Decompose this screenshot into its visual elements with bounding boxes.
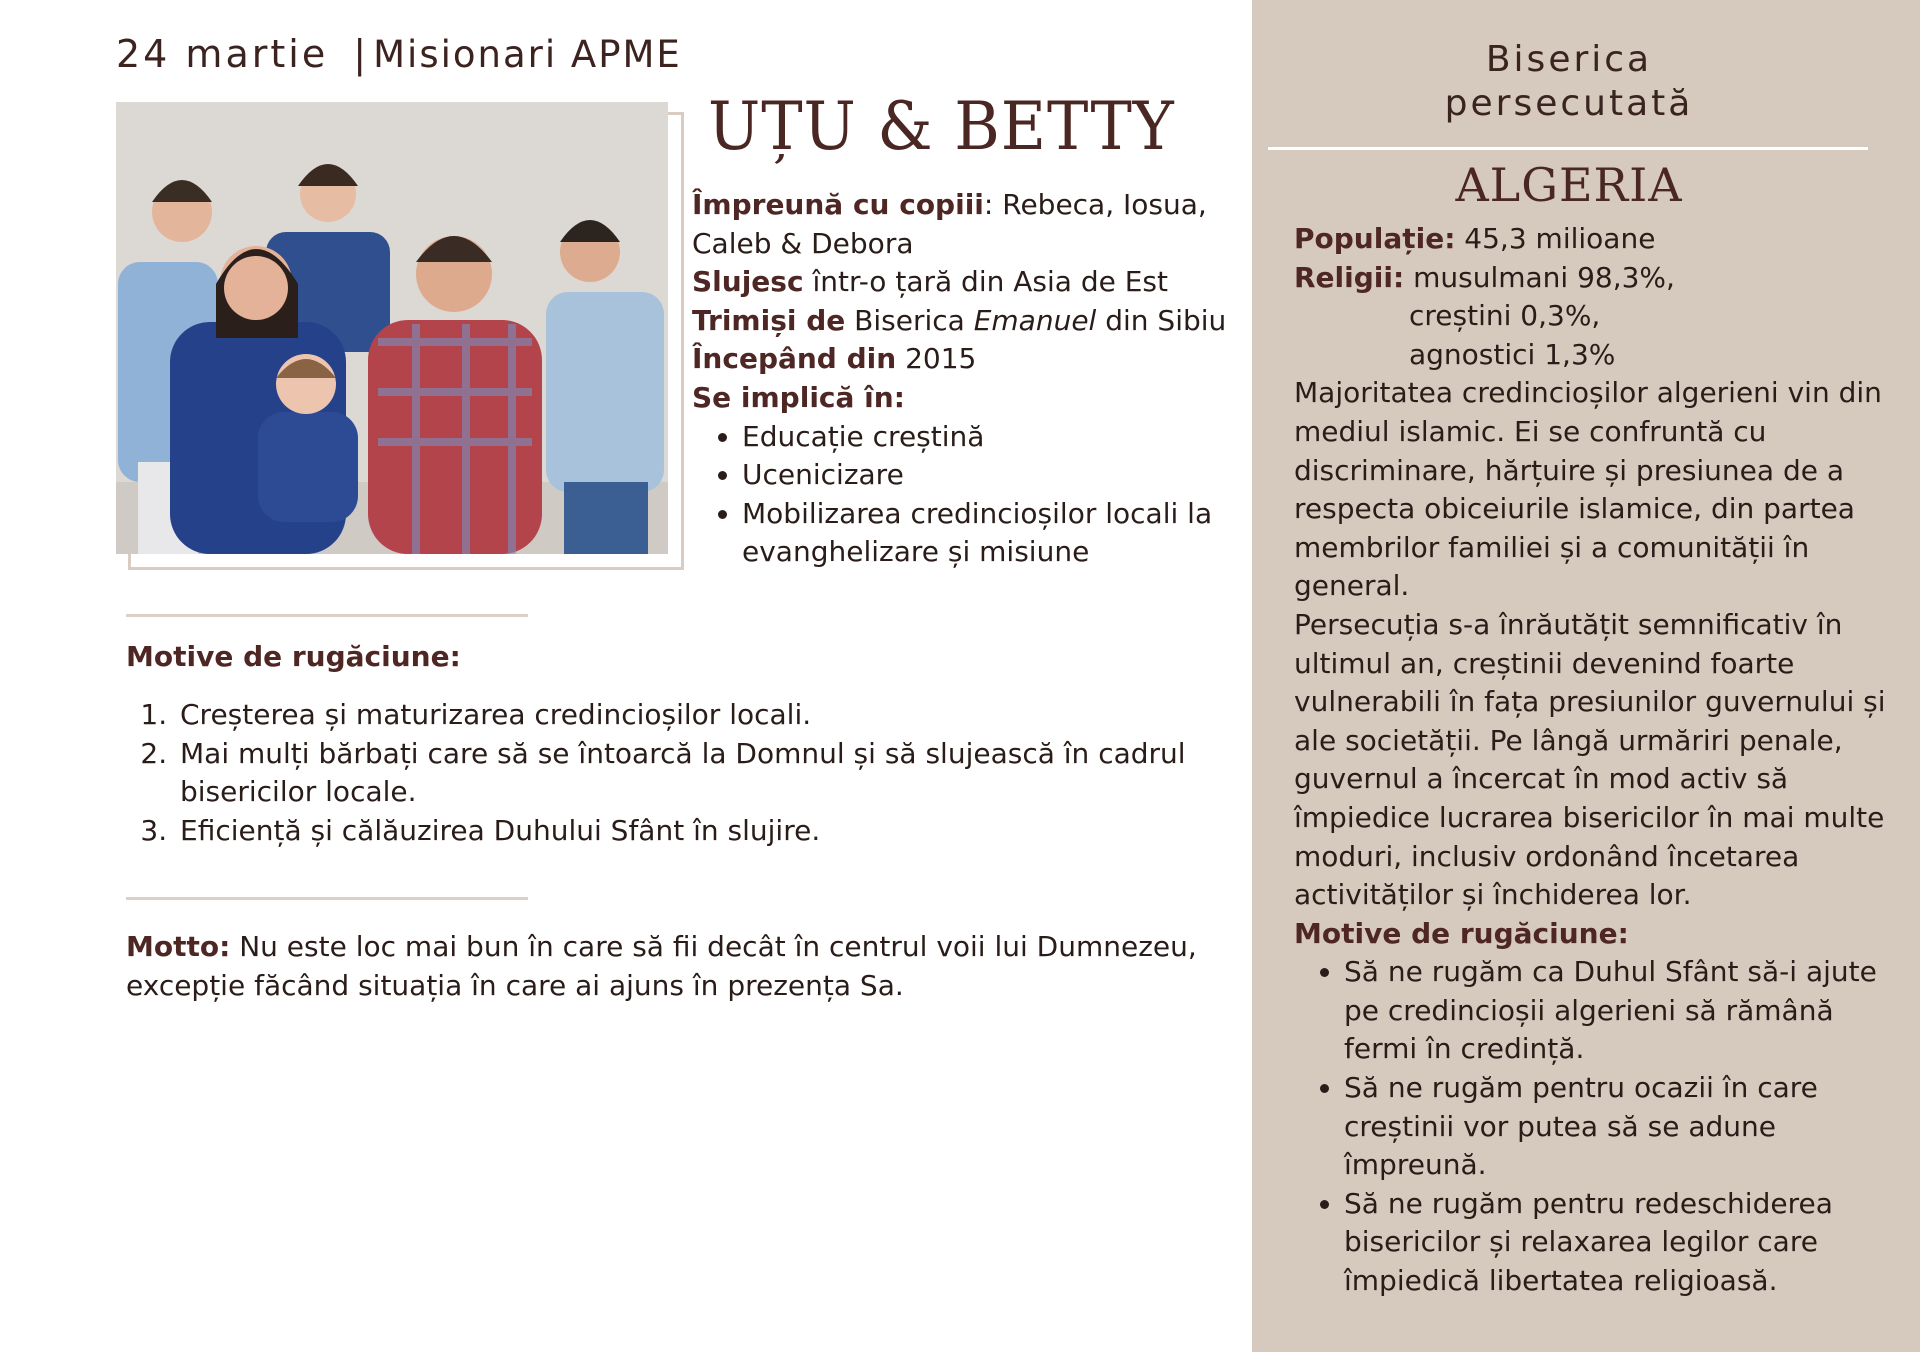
motto-text: Nu este loc mai bun în care să fii decât în centrul voii lui Dumnezeu, excepție făcând situația în care ai ajuns în prezența Sa. <box>126 930 1197 1002</box>
religions-label: Religii: <box>1294 260 1405 294</box>
sent-label: Trimiși de <box>692 303 846 337</box>
country-info <box>1294 220 1894 1301</box>
panel-prayer-list <box>1294 953 1894 1300</box>
children-line <box>692 186 1232 263</box>
religions-line <box>1294 259 1894 298</box>
children-value: : Rebeca, Iosua, Caleb & Debora <box>692 188 1207 260</box>
page-header <box>116 32 682 76</box>
religion-value: agnostici 1,3% <box>1409 337 1616 371</box>
country-paragraph: Majoritatea credincioșilor algerieni vin din mediul islamic. Ei se confruntă cu discriminare, hărțuire și presiunea de a respecta obiceiurile islamice, din partea membrilor familiei și a comunității în general. <box>1294 376 1882 603</box>
since-value: 2015 <box>896 342 977 376</box>
population-line <box>1294 220 1894 259</box>
religion-value: creștini 0,3%, <box>1409 299 1601 333</box>
family-name-title: UȚU & BETTY <box>708 88 1175 165</box>
serve-line <box>692 263 1232 302</box>
population-value: 45,3 milioane <box>1455 222 1656 255</box>
country-title: ALGERIA <box>1455 158 1683 212</box>
family-info <box>692 186 1232 572</box>
since-line <box>692 340 1232 379</box>
family-photo <box>116 102 668 554</box>
panel-heading <box>1252 38 1886 126</box>
prayer-item: 3. Eficiență și călăuzirea Duhului Sfânt în slujire. <box>176 812 1266 851</box>
motto-label: Motto: <box>126 930 231 963</box>
date: 24 martie <box>116 32 329 76</box>
motto <box>126 928 1256 1005</box>
panel-divider <box>1268 147 1868 150</box>
panel-prayer-title: Motive de rugăciune: <box>1294 916 1629 950</box>
involved-item: • Mobilizarea credincioșilor locali la evanghelizare și misiune <box>742 495 1232 572</box>
serve-value: într-o țară din Asia de Est <box>803 265 1168 299</box>
sent-post: din Sibiu <box>1096 303 1227 337</box>
since-label: Începând din <box>692 342 897 376</box>
involved-item: • Ucenicizare <box>742 456 1232 495</box>
religion-value: musulmani 98,3%, <box>1404 260 1675 294</box>
children-label: Împreună cu copiii <box>692 188 984 221</box>
prayer-item: 2. Mai mulți bărbați care să se întoarcă la Domnul și să slujească în cadrul bisericilor locale. <box>176 735 1266 812</box>
serve-label: Slujesc <box>692 265 804 299</box>
persecuted-church-panel <box>1252 0 1920 1352</box>
involved-label: Se implică în: <box>692 380 905 414</box>
panel-prayer-item: • Să ne rugăm ca Duhul Sfânt să-i ajute pe credincioșii algerieni să rămână fermi în credință. <box>1344 953 1894 1069</box>
panel-heading-line: Biserica <box>1485 39 1653 80</box>
sent-line <box>692 302 1232 341</box>
prayer-list <box>148 696 1266 850</box>
divider <box>126 897 528 900</box>
sent-pre: Biserica <box>845 303 974 337</box>
organization: Misionari APME <box>373 33 682 76</box>
country-paragraph: Persecuția s-a înrăutățit semnificativ în ultimul an, creștinii devenind foarte vulnerabili în fața presiunilor guvernului și ale societății. Pe lângă urmăriri penale, guvernul a încercat în mod activ să împiedice lucrarea bisericilor în mai multe moduri, inclusiv ordonând încetarea activităților și închiderea lor. <box>1294 607 1886 912</box>
header-separator: | <box>353 32 370 76</box>
panel-prayer-item: • Să ne rugăm pentru ocazii în care creștinii vor putea să se adune împreună. <box>1344 1069 1894 1185</box>
divider <box>126 614 528 617</box>
involved-item: • Educație creștină <box>742 418 1232 457</box>
sent-church: Emanuel <box>973 303 1097 337</box>
prayer-item: 1. Creșterea și maturizarea credincioșilor locali. <box>176 696 1266 735</box>
involved-list <box>692 418 1232 572</box>
population-label: Populație: <box>1294 222 1456 255</box>
panel-heading-line: persecutată <box>1444 83 1694 124</box>
prayer-title: Motive de rugăciune: <box>126 640 461 673</box>
panel-prayer-item: • Să ne rugăm pentru redeschiderea bisericilor și relaxarea legilor care împiedică libertatea religioasă. <box>1344 1185 1894 1301</box>
